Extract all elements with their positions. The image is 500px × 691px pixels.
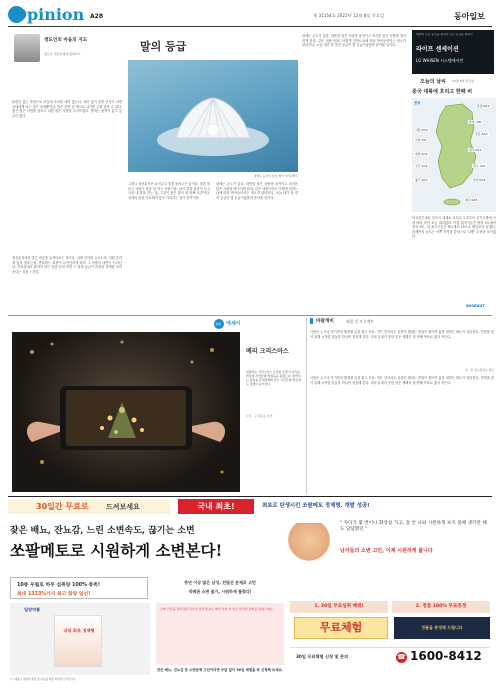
ad-promo-left-try: 드셔보세요 bbox=[106, 503, 140, 511]
ad-free-trial: 무료체험 bbox=[294, 617, 388, 639]
ad-disclaimer: *이 제품은 질병의 예방 및 치료를 위한 의약품이 아닙니다. bbox=[10, 678, 77, 681]
ad-mid-1: 중년 이상 많은 남성, 전립선 문제로 고민 bbox=[184, 580, 256, 585]
ad-head-small: 잦은 배뇨, 잔뇨감, 느린 소변속도, 끊기는 소변 bbox=[10, 526, 195, 536]
brand-name: 동아일보 bbox=[454, 11, 485, 21]
weather-city: 대전 0/12 bbox=[415, 152, 428, 156]
column-byline: 정도언 서울대 의대 명예교수 bbox=[44, 52, 81, 56]
weather-map bbox=[412, 98, 496, 212]
weather-city: 인천 3/9 bbox=[415, 138, 426, 142]
ad-quote-box bbox=[284, 517, 490, 567]
ad-phone-label: 30일 무료체험 신청 및 문의 bbox=[296, 654, 349, 659]
photo-essay-badge bbox=[214, 318, 258, 330]
seashell-pearl-illustration bbox=[128, 60, 298, 172]
page-number: A28 bbox=[90, 13, 103, 20]
weather-headline: 중국 대륙에 흐리고 한때 비 bbox=[412, 89, 473, 95]
column-series: 정도언의 마음의 지도 bbox=[44, 38, 88, 43]
weather-city: 춘천 -3/8 bbox=[469, 120, 481, 124]
weather-national: 전국 bbox=[414, 101, 421, 105]
photo-essay-caption: 연말에는 크리스마스 트리와 조명이 거리를 밝히며 사람들의 발걸음을 붙잡는다. 반짝이는 불빛을 휴대전화에 담는 시민들의 얼굴에도 설렘이 묻어난다. bbox=[246, 370, 301, 386]
ad-side-text: 소변 건강을 관리하면 하루가 달라집니다. 매일 아침 한 알로 편안한 일상을 되찾으세요. bbox=[160, 607, 274, 611]
upper-section-rule bbox=[8, 315, 492, 316]
column-author-photo bbox=[14, 34, 40, 62]
weather-city: 전주 1/12 bbox=[415, 164, 428, 168]
ad-block bbox=[8, 496, 492, 688]
right-column-writer: 해결 일 프로젝트 bbox=[346, 319, 375, 324]
right-column-byline: 김 · 콘 정소상담소 대표 bbox=[465, 368, 494, 372]
ad-offers bbox=[290, 601, 490, 643]
column-photo-caption: 말에도 등급이 있다 게티 이미지뱅크 bbox=[253, 174, 298, 178]
ad-promo-left-free: 30일간 무료로 bbox=[36, 502, 89, 511]
weather-ad-banner bbox=[412, 30, 494, 74]
photo-essay-badge-sub: 에세이 bbox=[226, 321, 241, 327]
weather-ad-tag: 세상의 모든 공간을 살핀다 모든 공간을 살핀다 bbox=[416, 33, 473, 36]
column-continued: 말에는 온도가 있다. 따뜻한 말은 사람을 움직이고 차가운 말은 사람을 멀어지게 한다. 같은 내용이라도 어떻게 전하느냐에 따라 받아들여지는 정도가 달라진다. 오늘 내가 한 말의 등급은 몇 등급이었을까 돌아볼 일이다. bbox=[302, 34, 406, 48]
weather-ad-title: 라이프 센세이션 bbox=[416, 46, 459, 53]
ad-head-big: 쏘팔메토로 시원하게 소변본다! bbox=[10, 541, 223, 560]
weather-city: 제주 9/15 bbox=[465, 198, 478, 202]
column-photo bbox=[128, 60, 298, 172]
weather-body: 목요일인 8일 전국이 대체로 흐리고 오후부터 중부지방에 곳에 따라 비가 조금 내리겠다. 아침 최저기온은 영하 3도에서 영상 9도, 낮 최고기온은 8도에서 15도로 평년보다 높겠다. 미세먼지 농도는 서쪽 지역을 중심으로 '나쁨' 수준을 보이겠다. bbox=[412, 216, 496, 239]
column-body-4: 말에는 온도가 있다. 따뜻한 말은 사람을 움직이고 차가운 말은 사람을 멀어지게 한다. 같은 내용이라도 어떻게 전하느냐에 따라 받아들여지는 정도가 달라진다. 오늘 내가 한 말의 등급은 몇 등급이었을까 돌아볼 일이다. bbox=[216, 182, 298, 200]
ad-stat-1: 10종 우월로 하루 섭취량 100% 충족! bbox=[17, 583, 101, 588]
weather-city: 청주 1/11 bbox=[469, 148, 482, 152]
weather-city: 서울 2/10 bbox=[415, 128, 428, 132]
ad-figure-illustration bbox=[286, 523, 332, 565]
right-column-marker bbox=[310, 318, 313, 324]
column-body-1: 불편감 있는 표현으로 마음에 소리를 내지 않는다. 의미 없이 말을 던지고 나면 상대에게 남는 것은 상처뿐이다. 말은 한번 입 밖으로 나가면 주워 담을 수 없다. 좋은 말은 사람을 살리고 나쁜 말은 사람을 무너뜨린다. 말에는 품격이 있고 등급이 있다. bbox=[12, 100, 122, 118]
header-rule bbox=[8, 26, 492, 27]
phone-icon: ☎ bbox=[397, 653, 406, 661]
ad-gift: 정품을 증정해 드립니다 bbox=[394, 617, 490, 639]
weather-today-label: 오늘의 날씨 bbox=[420, 79, 446, 85]
ad-quote: " 자다가 몇 번이나 화장실 가고, 잘 안 나와 시원하게 보지 못해 생각만 해도 답답했던 " bbox=[340, 521, 487, 533]
right-column-body-cont: 사람은 누구나 자기만의 해결할 일을 품고 산다. 작은 일이라도 끝까지 해내는 경험이 쌓이면 삶을 대하는 태도가 달라진다. 연말을 맞아 올해 시작한 일들을 하나씩 점검해 본다. 미처 끝내지 못한 일은 새해의 첫 번째 목표로 옮겨 적는다. bbox=[310, 376, 494, 385]
ad-brand-left: 일양약품 bbox=[24, 607, 41, 612]
section-title: Opinion bbox=[13, 5, 85, 24]
ad-product-panel bbox=[10, 603, 150, 675]
weather-city: 광주 3/13 bbox=[415, 178, 428, 182]
weather-date: 12월 8일 목요일 bbox=[452, 79, 475, 83]
weather-sponsor: WISENUT bbox=[466, 304, 485, 308]
column-body-3: 그러니 정신분석은 들어주고 말을 돌려주는 일이다. 말을 잘 듣는 사람이 말을 잘 하는 사람이다. 남의 말을 끝까지 듣고 나서 내 말을 하는 것, 그것이 좋은 말의 첫 번째 조건이다. 상대의 말을 가로채지 않고 기다리는 것이 품격이다. bbox=[128, 182, 210, 200]
photo-essay-credit: 사진 · 글 김동주 기자 bbox=[246, 414, 273, 418]
ad-phone-number[interactable]: 1600-8412 bbox=[410, 649, 482, 663]
column-body-2: 정신분석에서 말은 마음을 들여다보는 창이다. 어떤 단어를 고르는지, 어떤 순간에 말을 멈추는지, 반복하는 표현이 무엇인지에 따라 그 사람의 내면이 드러난다. 진료실에서 환자가 하는 말을 듣다 보면 그 말의 등급이 마음의 상태를 보여준다는 것을 느낀다. bbox=[12, 256, 122, 274]
ad-product-label: 국내 최초 정제형 bbox=[63, 628, 95, 633]
ad-promo-right: 최초로 탄생시킨 쏘팔메토 정제형. 개발 성공! bbox=[262, 503, 370, 509]
ad-promo-center: 국내 최초! bbox=[178, 499, 254, 514]
weather-ad-brand: LG WHISEN 시스템에어컨 bbox=[416, 58, 464, 63]
column-title: 말의 등급 bbox=[140, 40, 187, 53]
photo-essay-badge-label: 포토 bbox=[215, 321, 222, 326]
weather-city: 부산 6/15 bbox=[473, 178, 486, 182]
issue-line: 제 31154호 2022년 12월 8일 목요일 bbox=[313, 13, 384, 18]
ad-quote-2: 남자들의 소변 고민, 이제 시원하게 풉니다 bbox=[340, 548, 433, 554]
right-column-body: 사람은 누구나 자기만의 해결할 일을 품고 산다. 작은 일이라도 끝까지 해내는 경험이 쌓이면 삶을 대하는 태도가 달라진다. 연말을 맞아 올해 시작한 일들을 하나씩 점검해 본다. 미처 끝내지 못한 일은 새해의 첫 번째 목표로 옮겨 적는다. bbox=[310, 330, 494, 339]
ad-mid-2: 직배관 소변 줄기, 시원하게 풀렸다! bbox=[188, 589, 252, 594]
ad-stats-box bbox=[10, 577, 148, 599]
weather-city: 강릉 4/13 bbox=[475, 132, 488, 136]
ad-stat-2: 최대 1333%가지 최고 함량 엄선! bbox=[17, 592, 91, 597]
smartphone-photo-illustration bbox=[12, 332, 240, 492]
ad-offer-1: 1. 30일 무료섭취 혜택! bbox=[290, 601, 388, 613]
ad-red-box bbox=[156, 603, 284, 665]
photo-essay-title: 메리 크리스마스 bbox=[246, 348, 289, 355]
weather-city: 대구 1/13 bbox=[473, 164, 486, 168]
weather-city: 울릉 6/11 bbox=[477, 104, 490, 108]
ad-tagline: 잦은 배뇨, 잔뇨감 등 소변문제 고민이라면 부담 없이 30일 체험을 꼭 신청해 보세요. bbox=[156, 668, 284, 672]
right-column-series: 바람개비 bbox=[316, 319, 334, 324]
ad-product-box bbox=[54, 615, 102, 667]
page-header bbox=[8, 4, 492, 26]
ad-phone-bar[interactable] bbox=[290, 647, 490, 667]
ad-offer-2: 2. 정품 180% 무료증정 bbox=[392, 601, 490, 613]
column-divider bbox=[306, 318, 307, 494]
photo-essay-image bbox=[12, 332, 240, 492]
ad-promo-left bbox=[8, 499, 170, 514]
